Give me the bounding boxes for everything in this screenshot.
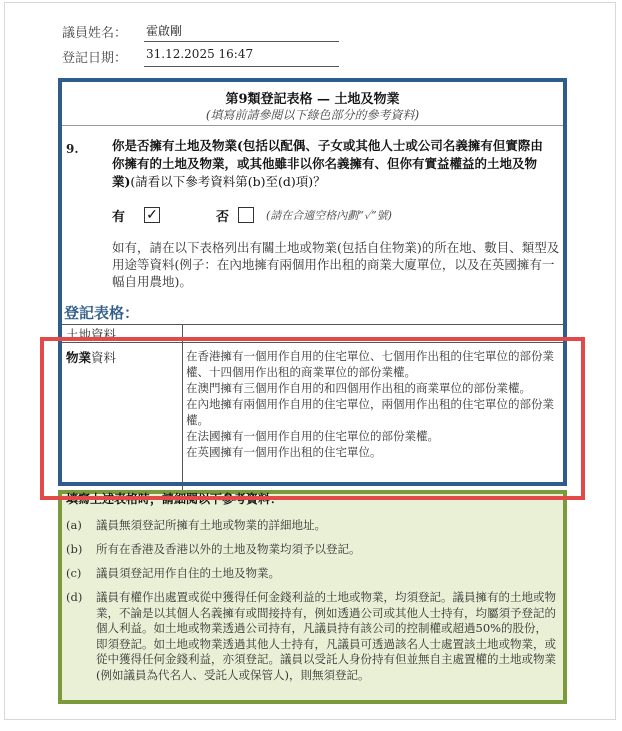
checkbox-hint: (請在合適空格內劃“✓”號) — [266, 209, 392, 222]
member-name-underline — [144, 41, 339, 42]
property-label-bold: 物業 — [66, 350, 92, 365]
land-label: 土地資料 — [66, 327, 117, 342]
reference-heading: 填寫上述表格時，請細閱以下參考資料： — [66, 492, 283, 506]
member-name-value: 霍啟剛 — [146, 24, 183, 38]
yes-checkbox[interactable]: ✓ — [144, 207, 160, 223]
reference-item-text: 議員須登記用作自住的土地及物業。 — [96, 566, 280, 580]
property-label-rest: 資料 — [91, 350, 117, 365]
reference-item-text: 議員有權作出處置或從中獲得任何金錢利益的土地或物業，均須登記。議員擁有的土地或物業，不論是以其個人名義擁有或間接持有，例如透過公司或其他人士持有，均屬須予登記的個人利益。如土地或物業透過公司持有，凡議員持有該公司的控制權或超過50%的股份，即須登記。如土地或物業透過其他人士持有，凡議員可透過該名人士處置該土地或物業，或從中獲得任何金錢利益，亦須登記。議員以受託人身份持有但並無自主處置權的土地或物業(例如議員為代名人、受託人或保管人)，則無須登記。 — [96, 590, 556, 682]
reference-item-text: 所有在香港及香港以外的土地及物業均須予以登記。 — [96, 542, 361, 556]
no-checkbox[interactable] — [238, 207, 254, 223]
question-tail-text: (請看以下參考資料第(b)至(d)項)？ — [130, 174, 326, 189]
registration-date-label: 登記日期： — [62, 51, 128, 66]
reference-item-text: 議員無須登記所擁有土地或物業的詳細地址。 — [96, 518, 326, 532]
property-line: 在內地擁有兩個用作自用的住宅單位，兩個用作出租的住宅單位的部份業權。 — [186, 397, 554, 427]
registration-date-underline — [144, 66, 339, 67]
title-divider — [62, 125, 563, 126]
reference-item-key: (d) — [66, 590, 83, 604]
question-bold-text: 你是否擁有土地及物業(包括以配偶、子女或其他人士或公司名義擁有但實際由你擁有的土地及物業，或其他雖非以你名義擁有、但你有實益權益的土地及物業) — [112, 138, 543, 189]
reference-item-key: (a) — [66, 518, 82, 532]
registration-date-value: 31.12.2025 16:47 — [146, 47, 254, 61]
form-subtitle: (填寫前請參閱以下綠色部分的參考資料) — [205, 108, 420, 122]
registration-form-title: 登記表格： — [64, 304, 140, 322]
reference-item-key: (b) — [66, 542, 83, 556]
instruction-text: 如有，請在以下表格列出有關土地或物業(包括自住物業)的所在地、數目、類型及用途等資料(例子：在內地擁有兩個用作出租的商業大廈單位，以及在英國擁有一幅自用農地)。 — [112, 240, 560, 289]
member-name-label: 議員姓名： — [62, 26, 128, 41]
yes-label: 有 — [112, 210, 126, 225]
form-title: 第9類登記表格 — 土地及物業 — [225, 92, 400, 107]
member-name-row — [62, 22, 183, 41]
property-line: 在香港擁有一個用作自用的住宅單位、七個用作出租的住宅單位的部份業權、十四個用作出租的商業單位的部份業權。 — [186, 349, 554, 379]
question-number: 9. — [66, 142, 79, 156]
property-line: 在法國擁有一個用作自用的住宅單位的部份業權。 — [186, 429, 439, 443]
no-label: 否 — [216, 210, 230, 225]
highlight-box — [40, 337, 585, 500]
question-text — [112, 137, 552, 191]
property-line: 在英國擁有一個用作出租的住宅單位。 — [186, 445, 382, 459]
property-line: 在澳門擁有三個用作自用的和四個用作出租的商業單位的部份業權。 — [186, 381, 531, 395]
reference-item-key: (c) — [66, 566, 82, 580]
registration-date-row — [62, 47, 254, 66]
reference-section — [58, 490, 567, 704]
